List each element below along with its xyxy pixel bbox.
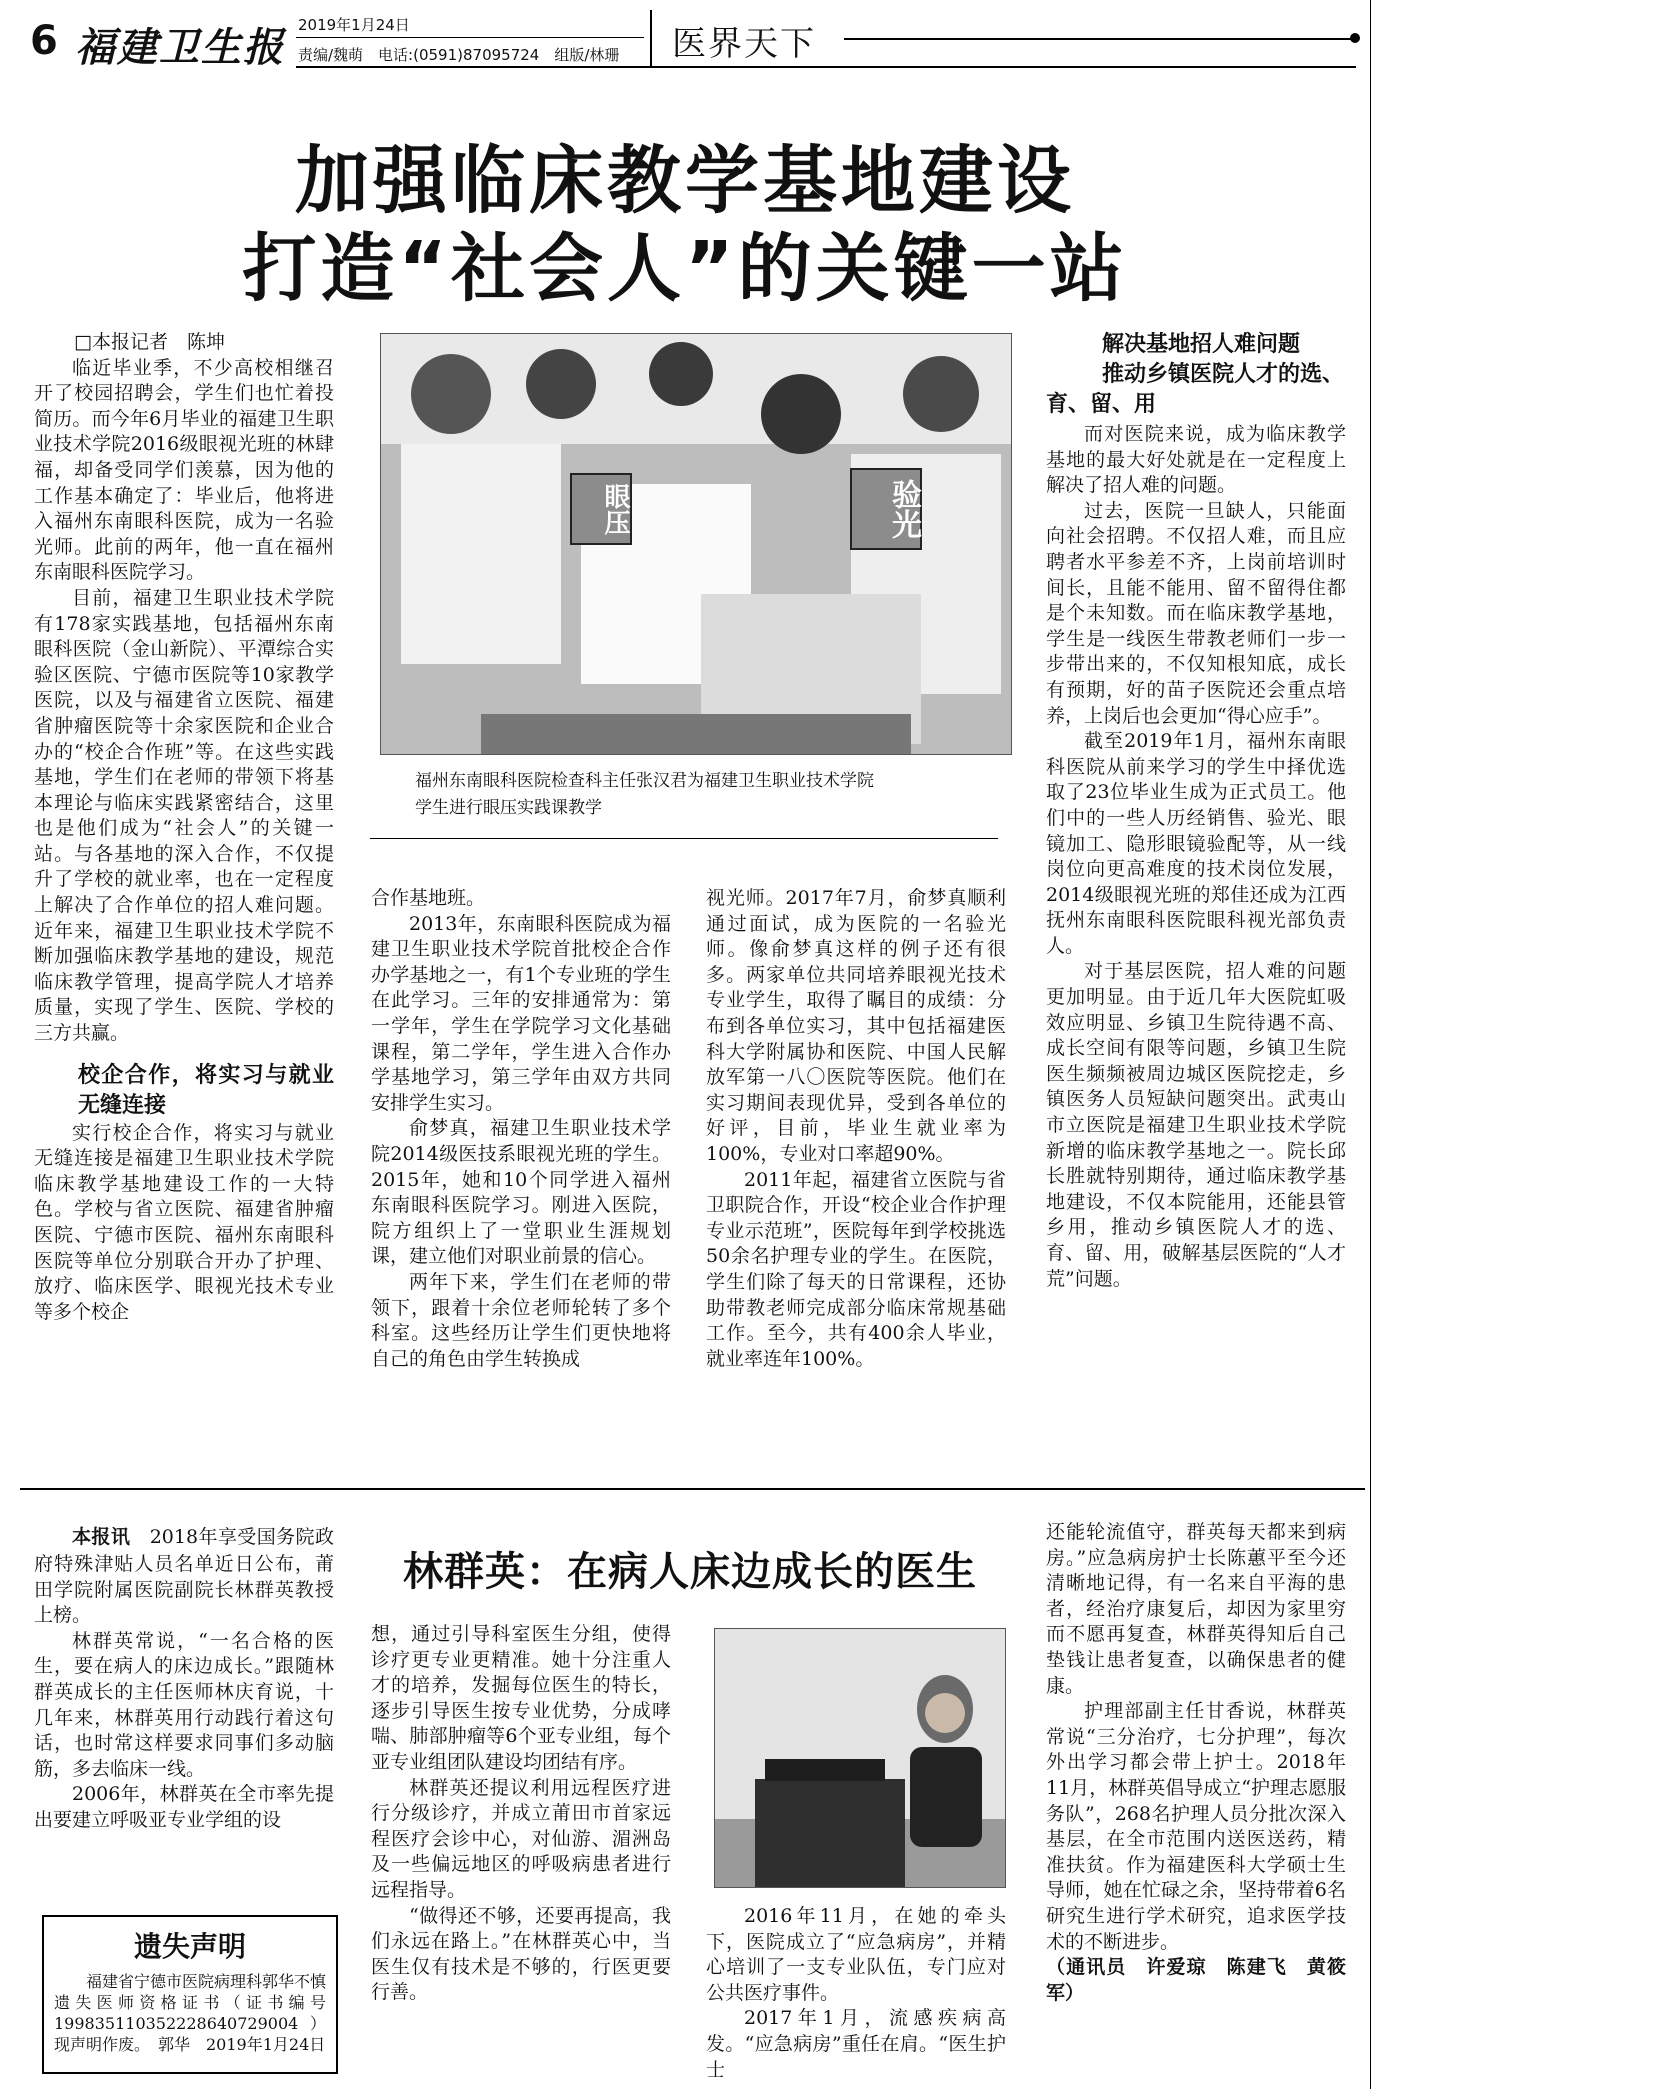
paragraph: 截至2019年1月，福州东南眼科医院从前来学习的学生中择优选取了23位毕业生成为正式员工。他们中的一些人历经销售、验光、眼镜加工、隐形眼镜验配等，从一线岗位向更高难度的技术岗位发展，2014级眼视光班的郑佳还成为江西抚州东南眼科医院眼科视光部负责人。 [1046, 730, 1346, 957]
header-divider [296, 37, 644, 38]
article-divider [20, 1488, 1365, 1490]
lost-notice-body: 福建省宁德市医院病理科郭华不慎遗失医师资格证书（证书编号199835110352228640729004）现声明作废。 郭华 2019年1月24日 [54, 1972, 327, 2054]
article1-column-3 [706, 886, 1006, 1372]
paper-name: 福建卫生报 [75, 24, 285, 71]
caption-line1: 福州东南眼科医院检查科主任张汉君为福建卫生职业技术学院 [415, 771, 874, 791]
section-title: 医界天下 [672, 24, 816, 64]
paragraph: 合作基地班。 [371, 887, 486, 909]
paragraph: 2018年享受国务院政府特殊津贴人员名单近日公布，莆田学院附属医院副院长林群英教授上榜。 [34, 1526, 334, 1627]
paragraph: 实行校企合作，将实习与就业无缝连接是福建卫生职业技术学院临床教学基地建设工作的一大特色。学校与省立医院、福建省肿瘤医院、宁德市医院、福州东南眼科医院等单位分别联合开办了护理、放疗、临床医学、眼视光技术专业等多个校企 [34, 1121, 334, 1323]
paragraph: 护理部副主任甘香说，林群英常说“三分治疗，七分护理”，每次外出学习都会带上护士。2018年11月，林群英倡导成立“护理志愿服务队”，268名护理人员分批次深入基层，在全市范围内送医送药，精准扶贫。作为福建医科大学硕士生导师，她在忙碌之余，坚持带着6名研究生进行学术研究，追求医学技术的不断进步。 [1046, 1700, 1346, 1953]
paragraph: 两年下来，学生们在老师的带领下，跟着十余位老师轮转了多个科室。这些经历让学生们更快地将自己的角色由学生转换成 [371, 1270, 671, 1370]
article1-column-1 [34, 330, 334, 1325]
page-frame-right [1370, 0, 1371, 2089]
paragraph: 过去，医院一旦缺人，只能面向社会招聘。不仅招人难，而且应聘者水平参差不齐，上岗前培训时间长，且能不能用、留不留得住都是个未知数。而在临床教学基地，学生是一线医生带教老师们一步一步带出来的，不仅知根知底，成长有预期，好的苗子医院还会重点培养，上岗后也会更加“得心应手”。 [1046, 499, 1346, 727]
paragraph: 目前，福建卫生职业技术学院有178家实践基地，包括福州东南眼科医院（金山新院）、平潭综合实验区医院、宁德市医院等10家教学医院，以及与福建省立医院、福建省肿瘤医院等十余家医院和企业合办的“校企合作班”等。在这些实践基地，学生们在老师的带领下将基本理论与临床实践紧密结合，这里也是他们成为“社会人”的关键一站。与各基地的深入合作，不仅提升了学校的就业率，也在一定程度上解决了合作单位的招人难问题。近年来，福建卫生职业技术学院不断加强临床教学基地的建设，规范临床教学管理，提高学院人才培养质量，实现了学生、医院、学校的三方共赢。 [34, 586, 334, 1045]
paragraph: 2017年1月，流感疾病高发。“应急病房”重任在肩。“医生护士 [706, 2007, 1006, 2081]
headline-line2: 打造“社会人”的关键一站 [242, 226, 1128, 312]
sign-eye-pressure: 眼压 [600, 483, 630, 535]
subheading-recruitment [1046, 330, 1346, 420]
photo-eye-exam-teaching [380, 333, 1012, 755]
page-number: 6 [30, 18, 58, 64]
paragraph: 2016年11月，在她的牵头下，医院成立了“应急病房”，并精心培训了一支专业队伍，专门应对公共医疗事件。 [706, 1905, 1006, 2004]
paragraph: 想，通过引导科室医生分组，使得诊疗更专业更精准。她十分注重人才的培养，发掘每位医生的特长，逐步引导医生按专业优势，分成哮喘、肺部肿瘤等6个亚专业组，每个亚专业组团队建设均团结有序。 [371, 1623, 671, 1773]
header-separator [650, 10, 652, 66]
headline-line1: 加强临床教学基地建设 [295, 138, 1075, 224]
paragraph: 林群英还提议利用远程医疗进行分级诊疗，并成立莆田市首家远程医疗会诊中心，对仙游、湄洲岛及一些偏远地区的呼吸病患者进行远程指导。 [371, 1776, 671, 1901]
reporter-credit: （通讯员 许爱琼 陈建飞 黄筱军） [1046, 1956, 1346, 2004]
byline: □本报记者 陈坤 [74, 331, 225, 353]
header-rule-right [844, 38, 1354, 40]
article1-column-2 [371, 886, 671, 1372]
caption-rule [370, 838, 998, 839]
paragraph: 临近毕业季，不少高校相继召开了校园招聘会，学生们也忙着投简历。而今年6月毕业的福建卫生职业技术学院2016级眼视光班的林肆福，却备受同学们羡慕，因为他的工作基本确定了：毕业后，他将进入福州东南眼科医院，成为一名验光师。此前的两年，他一直在福州东南眼科医院学习。 [34, 356, 334, 584]
subheading-line2: 推动乡镇医院人才的选、育、留、用 [1046, 362, 1345, 417]
article2-column-3 [706, 1904, 1006, 2083]
photo-lin-qunying-speaking [714, 1628, 1006, 1888]
issue-date: 2019年1月24日 [298, 16, 410, 34]
subheading-school-enterprise: 校企合作，将实习与就业无缝连接 [78, 1062, 334, 1118]
lost-notice-title: 遗失声明 [133, 1930, 246, 1963]
paragraph: “做得还不够，还要再提高，我们永远在路上。”在林群英心中，当医生仅有技术是不够的，行医更要行善。 [371, 1904, 671, 2004]
paragraph: 视光师。2017年7月，俞梦真顺利通过面试，成为医院的一名验光师。像俞梦真这样的例子还有很多。两家单位共同培养眼视光技术专业学生，取得了瞩目的成绩：分布到各单位实习，其中包括福建医科大学附属协和医院、中国人民解放军第一八〇医院等医院。他们在实习期间表现优异，受到各单位的好评，目前，毕业生就业率为100%，专业对口率超90%。 [706, 887, 1006, 1165]
article2-headline: 林群英：在病人床边成长的医生 [403, 1548, 977, 1595]
header-rule [296, 66, 1356, 68]
photo-caption [415, 768, 1015, 822]
paragraph: 2011年起，福建省立医院与省卫职院合作，开设“校企业合作护理专业示范班”，医院每年到学校挑选50余名护理专业的学生。在医院，学生们除了每天的日常课程，还协助带教老师完成部分临床常规基础工作。至今，共有400余人毕业，就业率连年100%。 [706, 1168, 1006, 1370]
subheading-line1: 解决基地招人难问题 [1102, 332, 1301, 357]
paragraph: 2013年，东南眼科医院成为福建卫生职业技术学院首批校企合作办学基地之一，有1个专业班的学生在此学习。三年的安排通常为：第一学年，学生在学院学习文化基础课程，第二学年，学生进入合作办学基地学习，第三学年由双方共同安排学生实习。 [371, 912, 671, 1114]
sign-optometry: 验光 [886, 479, 921, 539]
article2-column-2 [371, 1622, 671, 2006]
article2-column-4 [1046, 1520, 1346, 2006]
staff-line: 责编/魏萌 电话:(0591)87095724 组版/林珊 [298, 46, 620, 64]
speaker-illustration [715, 1629, 1005, 1887]
article1-column-4 [1046, 422, 1346, 1292]
paragraph: 对于基层医院，招人难的问题更加明显。由于近几年大医院虹吸效应明显、乡镇卫生院待遇不高、成长空间有限等问题，乡镇卫生院医生频频被周边城区医院挖走，乡镇医务人员短缺问题突出。武夷山市立医院是福建卫生职业技术学院新增的临床教学基地之一。院长邱长胜就特别期待，通过临床教学基地建设，不仅本院能用，还能县管乡用，推动乡镇医院人才的选、育、留、用，破解基层医院的“人才荒”问题。 [1046, 960, 1346, 1290]
caption-line2: 学生进行眼压实践课教学 [415, 798, 602, 818]
paragraph: 2006年，林群英在全市率先提出要建立呼吸亚专业学组的设 [34, 1783, 334, 1831]
dateline-label: 本报讯 [72, 1526, 131, 1548]
paragraph: 而对医院来说，成为临床教学基地的最大好处就是在一定程度上解决了招人难的问题。 [1046, 423, 1346, 497]
article2-column-1 [34, 1522, 334, 1834]
paragraph: 林群英常说，“一名合格的医生，要在病人的床边成长。”跟随林群英成长的主任医师林庆育说，十几年来，林群英用行动践行着这句话，也时常这样要求同事们多动脑筋，多去临床一线。 [34, 1629, 334, 1780]
lost-notice-box [42, 1915, 338, 2074]
paragraph: 还能轮流值守，群英每天都来到病房。”应急病房护士长陈蕙平至今还清晰地记得，有一名来自平海的患者，经治疗康复后，却因为家里穷而不愿再复查，林群英得知后自己垫钱让患者复查，以确保患者的健康。 [1046, 1521, 1346, 1697]
header-dot [1350, 33, 1360, 43]
paragraph: 俞梦真，福建卫生职业技术学院2014级医技系眼视光班的学生。2015年，她和10个同学进入福州东南眼科医院学习。刚进入医院，院方组织上了一堂职业生涯规划课，建立他们对职业前景的信心。 [371, 1117, 671, 1268]
